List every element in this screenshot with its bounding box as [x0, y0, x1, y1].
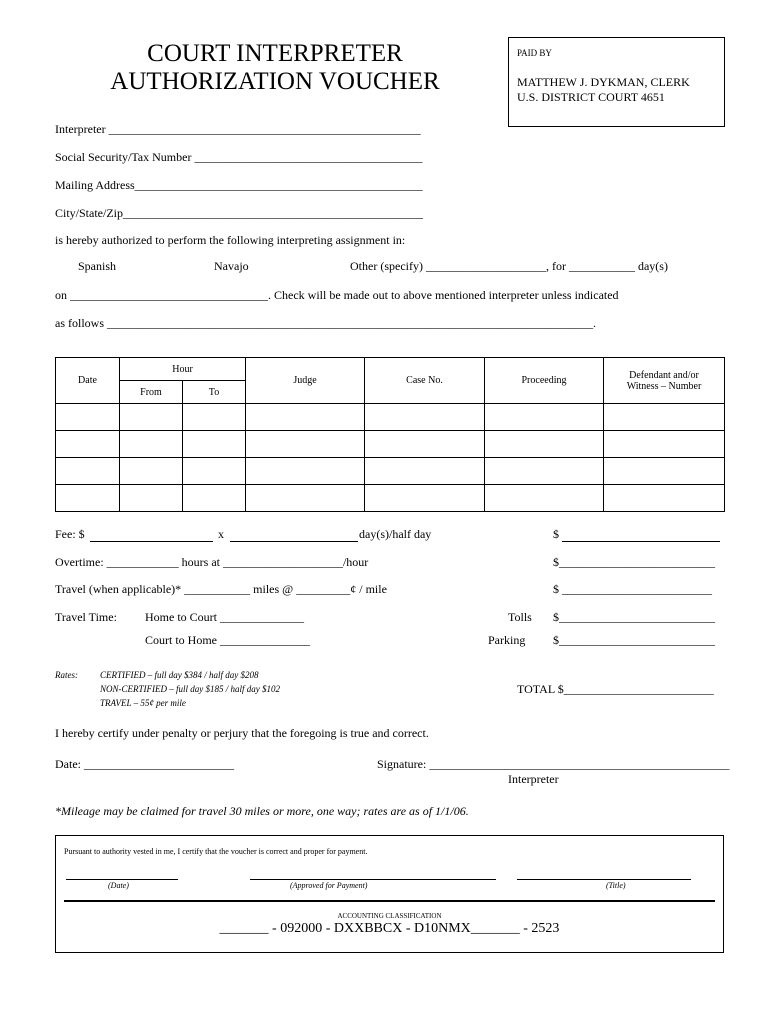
parking-amount[interactable]: $__________________________ — [553, 633, 715, 647]
fee-days-line[interactable] — [230, 541, 358, 542]
table-cell[interactable] — [56, 485, 120, 512]
ssn-field[interactable]: Social Security/Tax Number ______________________________________ — [55, 150, 423, 164]
table-cell[interactable] — [485, 485, 604, 512]
rates-travel: TRAVEL – 55¢ per mile — [100, 698, 186, 708]
authorized-text: is hereby authorized to perform the following interpreting assignment in: — [55, 233, 406, 247]
title-caption: (Title) — [606, 881, 626, 890]
col-header-hour: Hour — [120, 358, 246, 381]
language-other-field[interactable]: Other (specify) ____________________, for ___________ day(s) — [350, 259, 668, 273]
date-caption: (Date) — [108, 881, 129, 890]
table-row — [56, 404, 725, 431]
city-state-zip-field[interactable]: City/State/Zip__________________________________________________ — [55, 206, 423, 220]
signature-field[interactable]: Signature: __________________________________________________ — [377, 757, 730, 771]
table-row — [56, 485, 725, 512]
approval-title-line[interactable] — [517, 879, 691, 880]
col-header-defendant: Defendant and/or Witness – Number — [604, 358, 725, 404]
paid-by-label: PAID BY — [517, 48, 552, 58]
title-line-2: AUTHORIZATION VOUCHER — [110, 68, 440, 95]
table-cell[interactable] — [365, 485, 485, 512]
paid-by-court: U.S. DISTRICT COURT 4651 — [517, 90, 665, 104]
fee-days-label: day(s)/half day — [359, 527, 432, 541]
table-cell[interactable] — [120, 431, 183, 458]
table-cell[interactable] — [120, 485, 183, 512]
pursuant-text: Pursuant to authority vested in me, I certify that the voucher is correct and proper for payment. — [64, 847, 368, 856]
table-cell[interactable] — [56, 404, 120, 431]
parking-label: Parking — [488, 633, 526, 647]
table-cell[interactable] — [365, 431, 485, 458]
tolls-amount[interactable]: $__________________________ — [553, 610, 715, 624]
fee-multiply: x — [218, 527, 224, 541]
home-to-court-field[interactable]: Home to Court ______________ — [145, 610, 304, 624]
table-cell[interactable] — [183, 485, 246, 512]
table-cell[interactable] — [246, 458, 365, 485]
overtime-amount[interactable]: $__________________________ — [553, 555, 715, 569]
approval-date-line[interactable] — [66, 879, 178, 880]
table-cell[interactable] — [365, 404, 485, 431]
col-header-from: From — [120, 381, 183, 404]
travel-time-label: Travel Time: — [55, 610, 117, 624]
mileage-note: *Mileage may be claimed for travel 30 miles or more, one way; rates are as of 1/1/06. — [55, 804, 469, 818]
interpreter-field[interactable]: Interpreter ____________________________________________________ — [55, 122, 421, 136]
mailing-address-field[interactable]: Mailing Address________________________________________________ — [55, 178, 423, 192]
table-cell[interactable] — [604, 458, 725, 485]
certify-statement: I hereby certify under penalty or perjury that the foregoing is true and correct. — [55, 726, 429, 740]
table-cell[interactable] — [604, 404, 725, 431]
col-header-date: Date — [56, 358, 120, 404]
overtime-field[interactable]: Overtime: ____________ hours at ____________________/hour — [55, 555, 369, 569]
rates-label: Rates: — [55, 670, 78, 680]
table-row — [56, 458, 725, 485]
approved-caption: (Approved for Payment) — [290, 881, 368, 890]
table-cell[interactable] — [604, 431, 725, 458]
fee-label: Fee: $ — [55, 527, 85, 541]
date-signed-field[interactable]: Date: _________________________ — [55, 757, 234, 771]
title-line-1: COURT INTERPRETER — [147, 40, 403, 67]
rates-certified: CERTIFIED – full day $384 / half day $208 — [100, 670, 259, 680]
accounting-code[interactable]: _______ - 092000 - DXXBBCX - D10NMX_______ - 2523 — [219, 921, 560, 936]
as-follows-field[interactable]: as follows _________________________________________________________________________________. — [55, 316, 596, 330]
table-cell[interactable] — [120, 404, 183, 431]
fee-amount-line[interactable] — [562, 541, 720, 542]
col-header-judge: Judge — [246, 358, 365, 404]
col-header-case-no: Case No. — [365, 358, 485, 404]
table-cell[interactable] — [56, 431, 120, 458]
table-cell[interactable] — [246, 431, 365, 458]
interpreter-caption: Interpreter — [508, 772, 559, 786]
table-cell[interactable] — [246, 485, 365, 512]
table-cell[interactable] — [485, 431, 604, 458]
table-cell[interactable] — [365, 458, 485, 485]
table-cell[interactable] — [183, 458, 246, 485]
table-cell[interactable] — [56, 458, 120, 485]
approved-for-payment-line[interactable] — [250, 879, 496, 880]
table-cell[interactable] — [246, 404, 365, 431]
paid-by-name: MATTHEW J. DYKMAN, CLERK — [517, 75, 690, 89]
assignment-table — [55, 357, 725, 512]
table-row — [56, 431, 725, 458]
court-to-home-field[interactable]: Court to Home _______________ — [145, 633, 310, 647]
language-spanish[interactable]: Spanish — [78, 259, 117, 273]
fee-rate-line[interactable] — [90, 541, 213, 542]
fee-amount-symbol: $ — [553, 527, 559, 541]
travel-field[interactable]: Travel (when applicable)* ___________ miles @ _________¢ / mile — [55, 582, 387, 596]
language-navajo[interactable]: Navajo — [214, 259, 249, 273]
col-header-proceeding: Proceeding — [485, 358, 604, 404]
approval-box — [55, 835, 724, 953]
page-title — [90, 40, 460, 96]
table-cell[interactable] — [120, 458, 183, 485]
table-cell[interactable] — [604, 485, 725, 512]
total-field[interactable]: TOTAL $_________________________ — [517, 682, 714, 696]
table-cell[interactable] — [183, 431, 246, 458]
rates-non-certified: NON-CERTIFIED – full day $185 / half day $102 — [100, 684, 280, 694]
col-header-to: To — [183, 381, 246, 404]
date-on-field[interactable]: on _________________________________. Check will be made out to above mentioned interpreter unless indicated — [55, 288, 619, 302]
approval-divider — [64, 900, 715, 902]
table-cell[interactable] — [183, 404, 246, 431]
table-cell[interactable] — [485, 404, 604, 431]
table-cell[interactable] — [485, 458, 604, 485]
paid-by-box — [508, 37, 725, 127]
accounting-label: ACCOUNTING CLASSIFICATION — [337, 912, 442, 920]
tolls-label: Tolls — [508, 610, 532, 624]
travel-amount[interactable]: $ _________________________ — [553, 582, 712, 596]
